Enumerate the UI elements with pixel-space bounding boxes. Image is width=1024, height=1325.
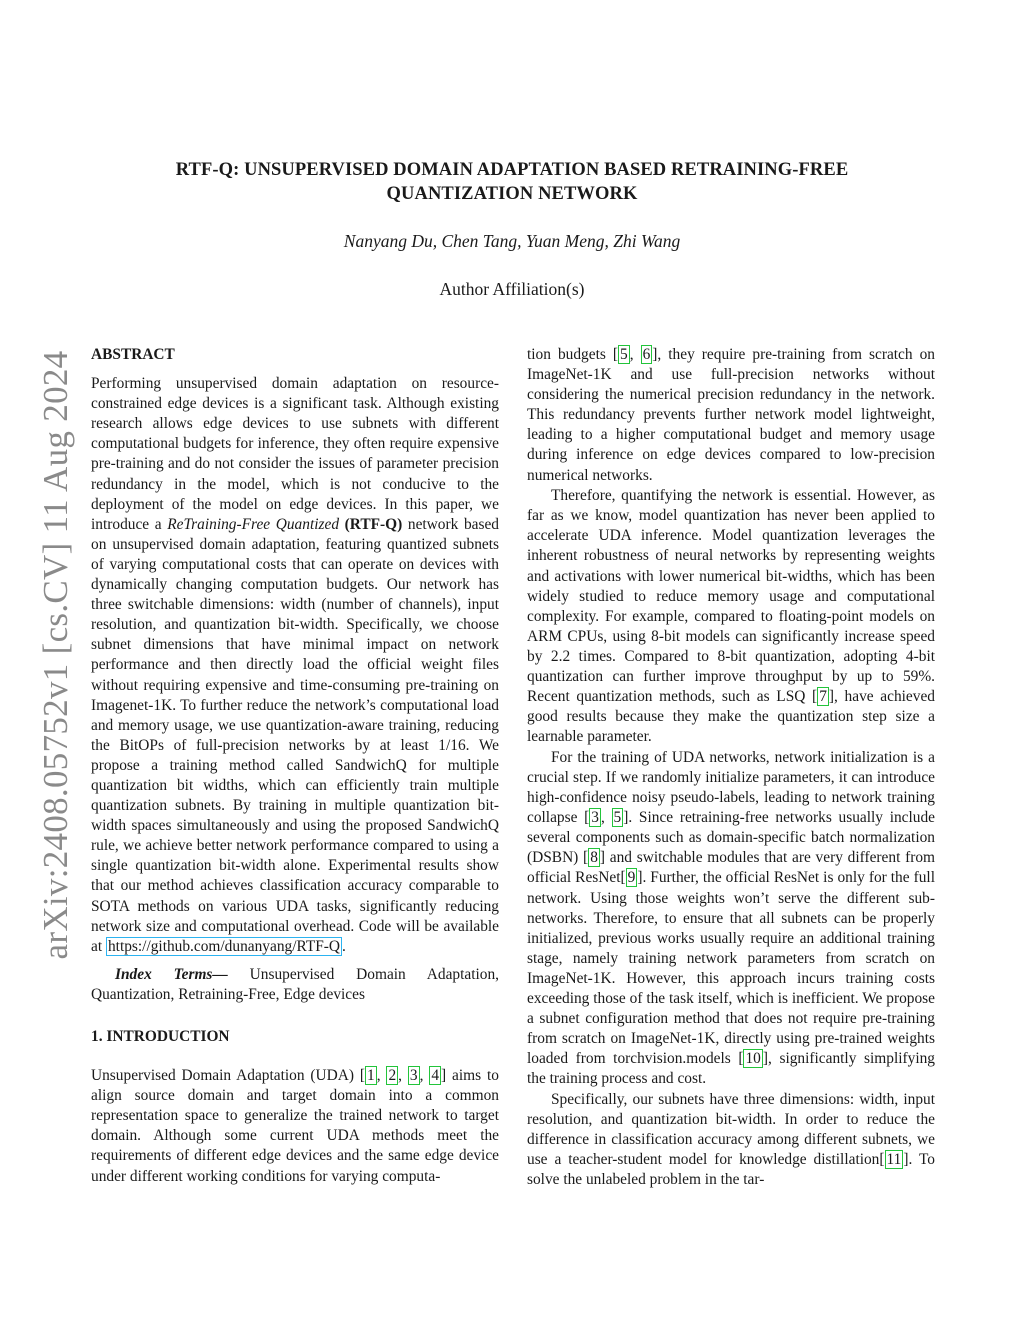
right-paragraph-3 (527, 748, 935, 1090)
code-url-link[interactable]: https://github.com/dunanyang/RTF-Q (107, 937, 341, 955)
right-column (527, 345, 935, 1190)
citation-3[interactable]: 3 (409, 1067, 418, 1085)
abstract-text-b: network based on unsupervised domain adaptation, featuring quantized subnets of varying computational costs that can operate on devices with dynamically changing computation budgets. Our network has three switchable dimensions: width (number of channels), input resolution, and quantization bit-width. Specifically, we choose subnet dimensions that have minimal impact on network performance and then directly load the official weight files without requiring expensive and time-consuming pre-training on Imagenet-1K. To further reduce the network’s computational load and memory usage, we use quantization-aware training, reducing the BitOPs of full-precision networks by at least 1/16. We propose a training method called SandwichQ for multiple quantization bit widths, which can efficiently train multiple quantization subnets. By training in multiple quantization bit-width spaces simultaneously and using the proposed SandwichQ rule, we achieve better network performance compared to using a single quantization bit-width alone. Experimental results show that our method achieves classification accuracy comparable to SOTA methods on various UDA tasks, significantly reducing network size and computational overhead. Code will be available at (91, 515, 499, 955)
citation-separator: , (600, 809, 612, 827)
right-p3-text-d: ]. Further, the official ResNet is only for the full network. Using those weights won’t serve the different sub-networks. Therefore, to ensure that all subnets can be properly initialized, previous works usually require an additional training stage, namely training network parameters from scratch on ImageNet-1K. However, this approach incurs training costs exceeding those of the task itself, which is inefficient. We propose a subnet configuration method that does not require pre-training from scratch on ImageNet-1K, directly using pre-trained weights loaded from torchvision.models [ (527, 869, 935, 1068)
right-p3-text-e: ], significantly simplifying the training process and cost. (527, 1050, 935, 1088)
right-p4-text-b: ]. To solve the unlabeled problem in the tar- (527, 1151, 935, 1189)
citation-5[interactable]: 5 (620, 346, 628, 363)
abstract-text (91, 374, 499, 957)
abstract-url-tail: . (342, 937, 346, 955)
abstract-bold-term: (RTF-Q) (344, 515, 403, 533)
citation-10[interactable]: 10 (745, 1050, 761, 1068)
index-terms-text: Unsupervised Domain Adaptation, Quantization, Retraining-Free, Edge devices (91, 965, 499, 1003)
intro-text-a: Unsupervised Domain Adaptation (UDA) [ (91, 1067, 366, 1085)
arxiv-identifier: arXiv:2408.05752v1 [cs.CV] 11 Aug 2024 (36, 350, 75, 960)
right-paragraph-4 (527, 1090, 935, 1190)
citation-4[interactable]: 4 (431, 1067, 440, 1085)
right-p3-text-a: For the training of UDA networks, network initialization is a crucial step. If we randomly initialize parameters, it can introduce high-confidence noisy pseudo-labels, leading to network training collapse [ (527, 748, 935, 827)
citation-9[interactable]: 9 (627, 869, 636, 887)
abstract-heading: ABSTRACT (91, 346, 175, 363)
index-terms (91, 965, 499, 1005)
paper-title: RTF-Q: UNSUPERVISED DOMAIN ADAPTATION BASED RETRAINING-FREE QUANTIZATION NETWORK (175, 160, 849, 204)
citation-separator: , (376, 1067, 387, 1085)
right-p2-text-a: Therefore, quantifying the network is essential. However, as far as we know, model quantization has never been applied to accelerate UDA inference. Model quantization leverages the inherent robustness of neural networks by representing weights and activations with lower numerical bit-widths, which has been widely studied to reduce memory usage and computational complexity. For example, compared to floating-point models on ARM CPUs, using 8-bit models can significantly increase speed by 2.2 times. Compared to 8-bit quantization, adopting 4-bit quantization can further improve throughput by up to 59%. Recent quantization methods, such as LSQ [ (527, 487, 935, 706)
right-paragraph-2 (527, 486, 935, 747)
citation-11[interactable]: 11 (886, 1151, 902, 1169)
citation-5-ref[interactable]: 5 (613, 809, 622, 827)
citation-2[interactable]: 2 (388, 1067, 397, 1085)
right-p3-text-b: ]. Since retraining-free networks usually include several components such as domain-specific batch normalization (DSBN) [ (527, 809, 935, 867)
citation-8[interactable]: 8 (590, 849, 598, 867)
abstract-italic-term: ReTraining-Free Quantized (167, 515, 340, 533)
right-p2-text-b: ], have achieved good results because they make the quantization step size a learnable parameter. (527, 688, 935, 746)
left-column (91, 345, 499, 1187)
affiliation: Author Affiliation(s) (439, 279, 585, 299)
right-p4-text-a: Specifically, our subnets have three dimensions: width, input resolution, and quantization bit-width. In order to reduce the difference in classification accuracy among different subnets, we use a teacher-student model for knowledge distillation[ (527, 1090, 935, 1169)
right-paragraph-1 (527, 345, 935, 486)
index-terms-label: Index Terms— (115, 965, 228, 983)
authors: Nanyang Du, Chen Tang, Yuan Meng, Zhi Wang (343, 231, 681, 251)
citation-1[interactable]: 1 (367, 1067, 375, 1085)
intro-paragraph (91, 1066, 499, 1187)
right-p3-text-c: ] and switchable modules that are very different from official ResNet[ (527, 849, 936, 887)
intro-text-b: ] aims to align source domain and target domain into a common representation space to generalize the trained network to target domain. Although some current UDA methods meet the requirements of different edge devices and the same edge device under different working conditions for varying computa- (91, 1067, 499, 1185)
citation-6[interactable]: 6 (642, 346, 651, 363)
introduction-heading: 1. INTRODUCTION (91, 1028, 230, 1045)
abstract-text-a: Performing unsupervised domain adaptation on resource-constrained edge devices is a significant task. Although existing research allows edge devices to use subnets with different computational budgets for inference, they often require expensive pre-training and do not consider the issues of parameter precision redundancy in the model, which is not conducive to the deployment of the model on edge devices. In this paper, we introduce a (91, 375, 499, 533)
citation-7[interactable]: 7 (819, 688, 827, 706)
citation-3-ref[interactable]: 3 (591, 809, 599, 827)
citation-separator: , (629, 346, 641, 363)
citation-separator: , (398, 1067, 408, 1085)
right-p1-text-b: ], they require pre-training from scratch on ImageNet-1K and use full-precision networks without considering the numerical precision redundancy in the network. This redundancy prevents further network model lightweight, leading to a higher computational budget and memory usage during inference on edge devices compared to low-precision numerical networks. (527, 346, 935, 484)
right-p1-text-a: tion budgets [ (527, 346, 618, 363)
citation-separator: , (419, 1067, 430, 1085)
